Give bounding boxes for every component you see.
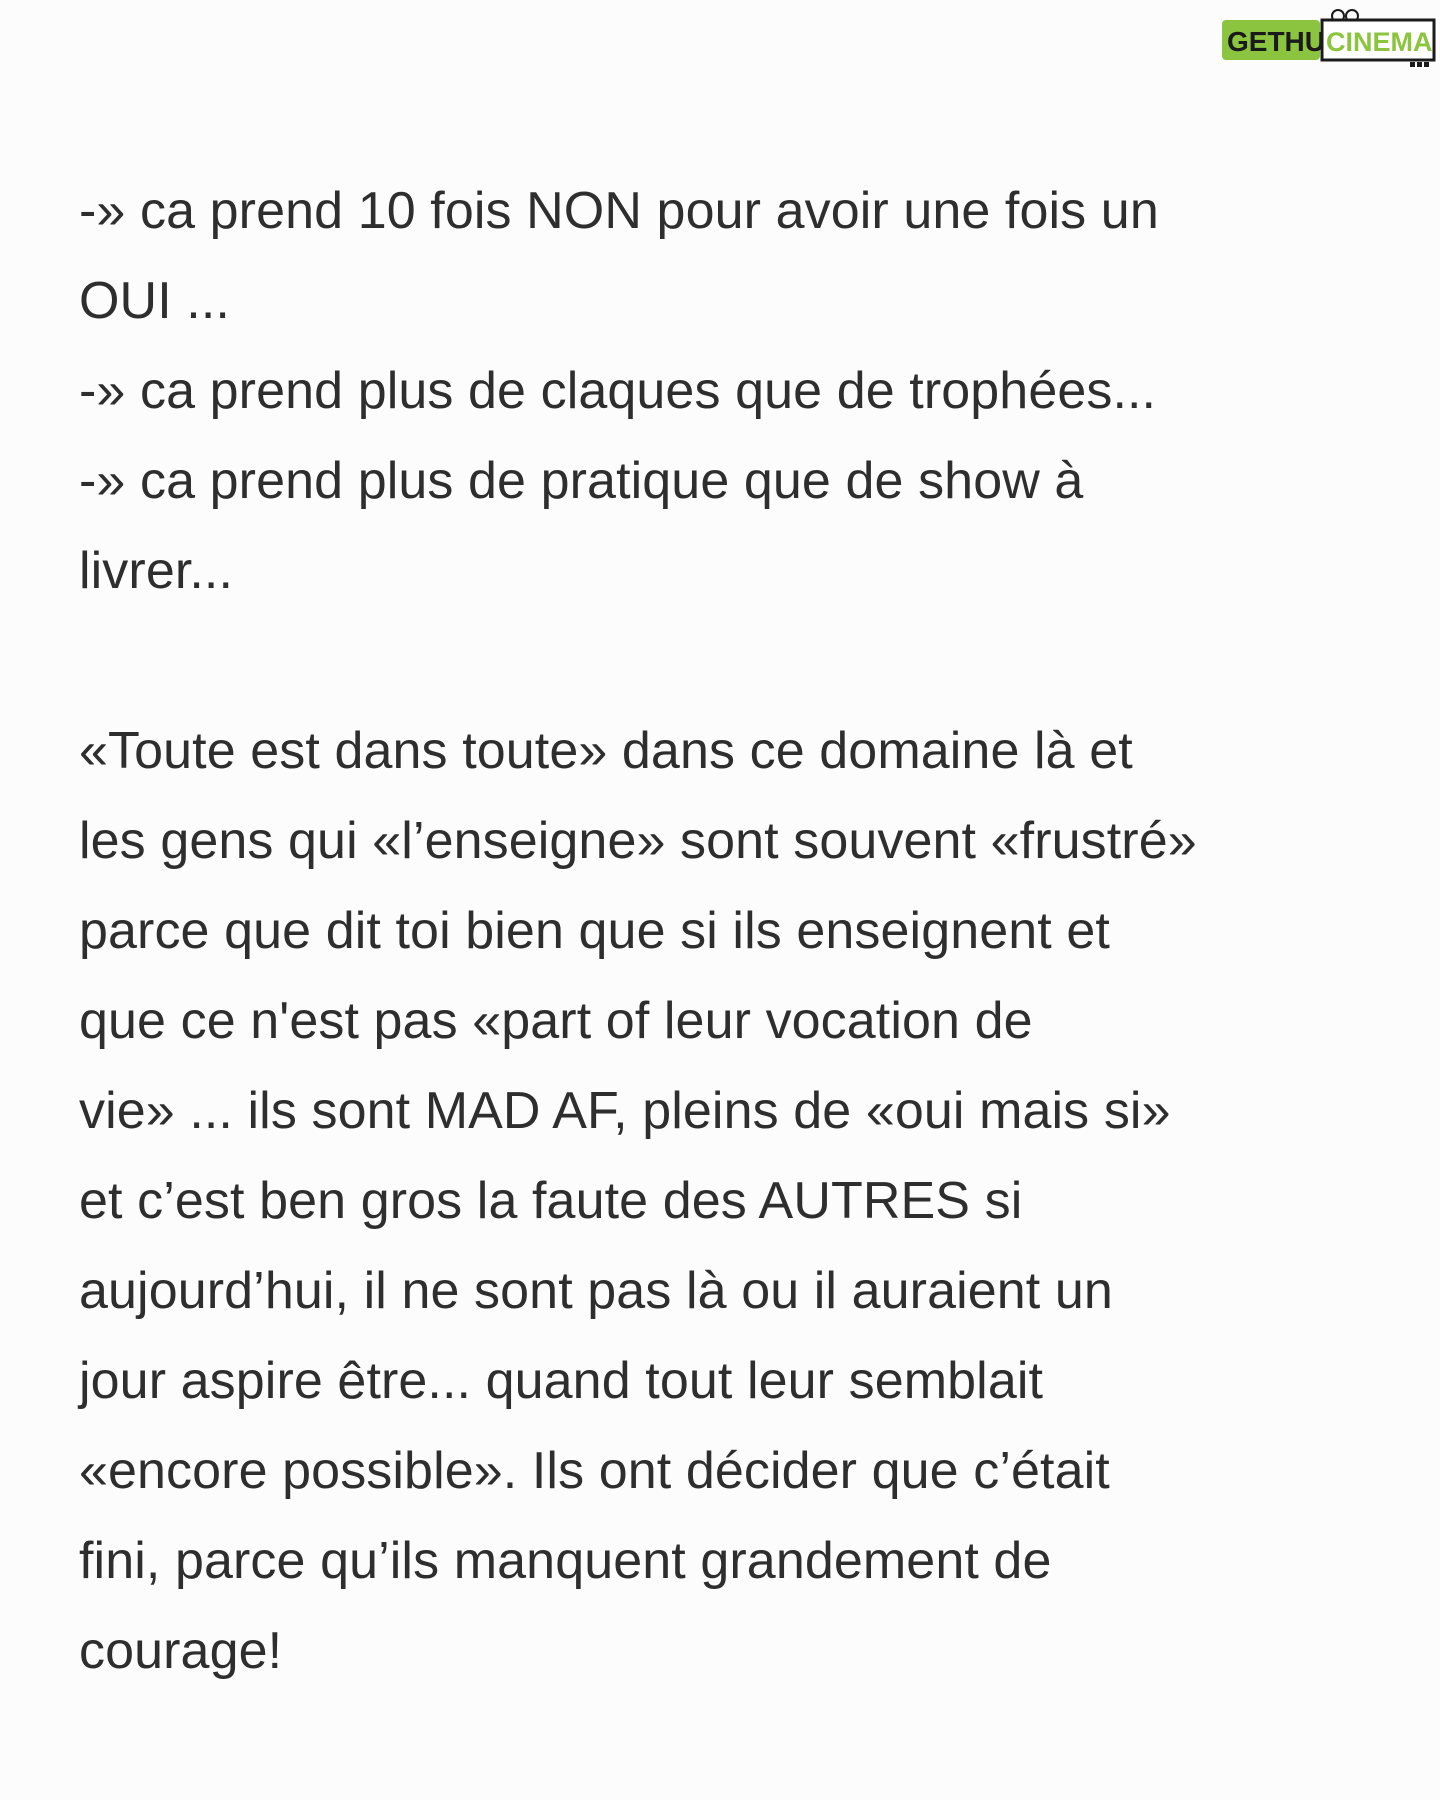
logo-text-gethu: GETHU [1227, 26, 1325, 57]
paragraph-gap [79, 616, 1379, 706]
text-line: -» ca prend plus de claques que de trophées... [79, 362, 1157, 420]
text-line: courage! [79, 1622, 283, 1680]
text-line: que ce n'est pas «part of leur vocation de [79, 992, 1033, 1050]
text-line: «encore possible». Ils ont décider que c’était [79, 1442, 1110, 1500]
note-text [79, 166, 1379, 1696]
logo-text-cinema: CINEMA [1326, 27, 1433, 57]
text-line: aujourd’hui, il ne sont pas là ou il auraient un [79, 1262, 1113, 1320]
text-line: vie» ... ils sont MAD AF, pleins de «oui mais si» [79, 1082, 1171, 1140]
text-line: livrer... [79, 542, 234, 600]
text-line: -» ca prend 10 fois NON pour avoir une fois un [79, 182, 1159, 240]
text-line: «Toute est dans toute» dans ce domaine là et [79, 722, 1133, 780]
text-line: OUI ... [79, 272, 230, 330]
text-line: parce que dit toi bien que si ils enseignent et [79, 902, 1110, 960]
text-line: jour aspire être... quand tout leur semblait [79, 1352, 1044, 1410]
text-line: et c’est ben gros la faute des AUTRES si [79, 1172, 1023, 1230]
text-line: les gens qui «l’enseigne» sont souvent «frustré» [79, 812, 1197, 870]
film-camera-icon [1218, 6, 1438, 70]
text-line: -» ca prend plus de pratique que de show à [79, 452, 1084, 510]
gethu-cinema-logo [1218, 6, 1438, 70]
text-line: fini, parce qu’ils manquent grandement de [79, 1532, 1052, 1590]
